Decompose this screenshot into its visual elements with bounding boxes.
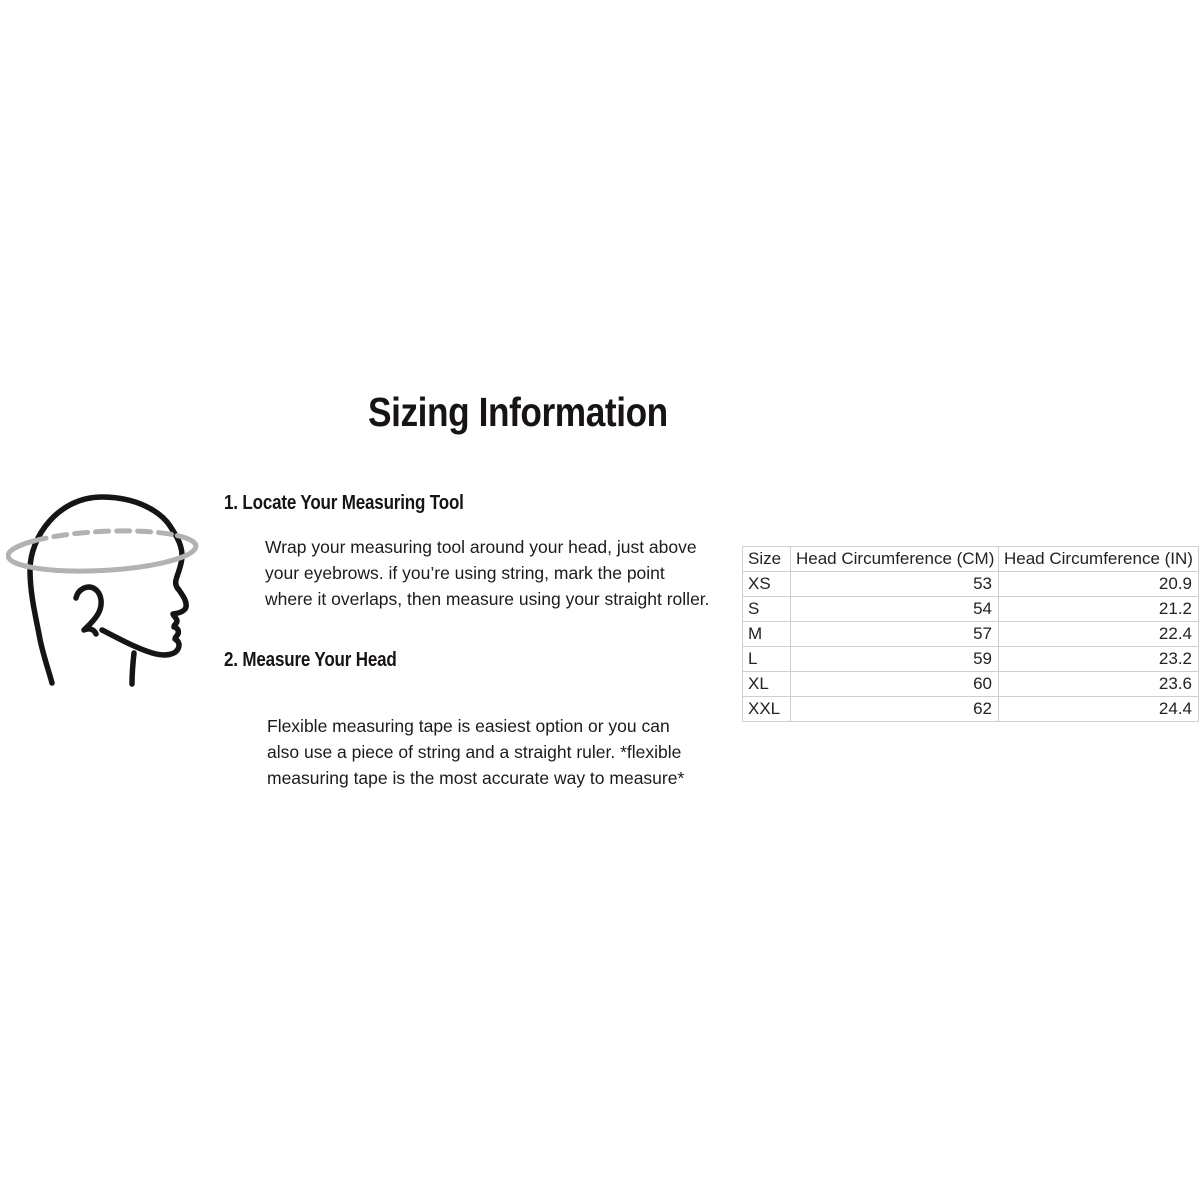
column-header-cm: Head Circumference (CM) bbox=[791, 547, 999, 572]
size-cell: XL bbox=[743, 672, 791, 697]
table-row bbox=[743, 647, 1199, 672]
size-cell: S bbox=[743, 597, 791, 622]
size-chart-table bbox=[742, 546, 1199, 722]
section-2-body-line: measuring tape is the most accurate way to measure* bbox=[267, 768, 685, 788]
size-cell: XS bbox=[743, 572, 791, 597]
head-profile-measuring-band-icon bbox=[6, 484, 204, 698]
section-2-heading: 2. Measure Your Head bbox=[224, 649, 397, 671]
cm-cell: 54 bbox=[791, 597, 999, 622]
cm-cell: 53 bbox=[791, 572, 999, 597]
column-header-in: Head Circumference (IN) bbox=[999, 547, 1199, 572]
cm-cell: 59 bbox=[791, 647, 999, 672]
cm-cell: 57 bbox=[791, 622, 999, 647]
section-2-body-line: also use a piece of string and a straight ruler. *flexible bbox=[267, 742, 682, 762]
section-2-body-line: Flexible measuring tape is easiest option or you can bbox=[267, 716, 670, 736]
table-row bbox=[743, 622, 1199, 647]
size-cell: XXL bbox=[743, 697, 791, 722]
in-cell: 22.4 bbox=[999, 622, 1199, 647]
cm-cell: 62 bbox=[791, 697, 999, 722]
section-1-heading: 1. Locate Your Measuring Tool bbox=[224, 492, 464, 514]
section-1-body-line: your eyebrows. if you’re using string, mark the point bbox=[265, 563, 665, 583]
size-cell: M bbox=[743, 622, 791, 647]
cm-cell: 60 bbox=[791, 672, 999, 697]
head-outline-icon bbox=[30, 497, 186, 684]
section-1-body-line: Wrap your measuring tool around your head, just above bbox=[265, 537, 697, 557]
in-cell: 23.6 bbox=[999, 672, 1199, 697]
table-header-row bbox=[743, 547, 1199, 572]
page-title: Sizing Information bbox=[368, 389, 668, 435]
in-cell: 20.9 bbox=[999, 572, 1199, 597]
in-cell: 23.2 bbox=[999, 647, 1199, 672]
section-1-body-line: where it overlaps, then measure using your straight roller. bbox=[265, 589, 710, 609]
column-header-size: Size bbox=[743, 547, 791, 572]
section-1-body bbox=[265, 534, 710, 612]
in-cell: 24.4 bbox=[999, 697, 1199, 722]
section-2-body bbox=[267, 713, 684, 791]
table-row bbox=[743, 597, 1199, 622]
table-row bbox=[743, 697, 1199, 722]
size-cell: L bbox=[743, 647, 791, 672]
in-cell: 21.2 bbox=[999, 597, 1199, 622]
table-row bbox=[743, 672, 1199, 697]
table-row bbox=[743, 572, 1199, 597]
